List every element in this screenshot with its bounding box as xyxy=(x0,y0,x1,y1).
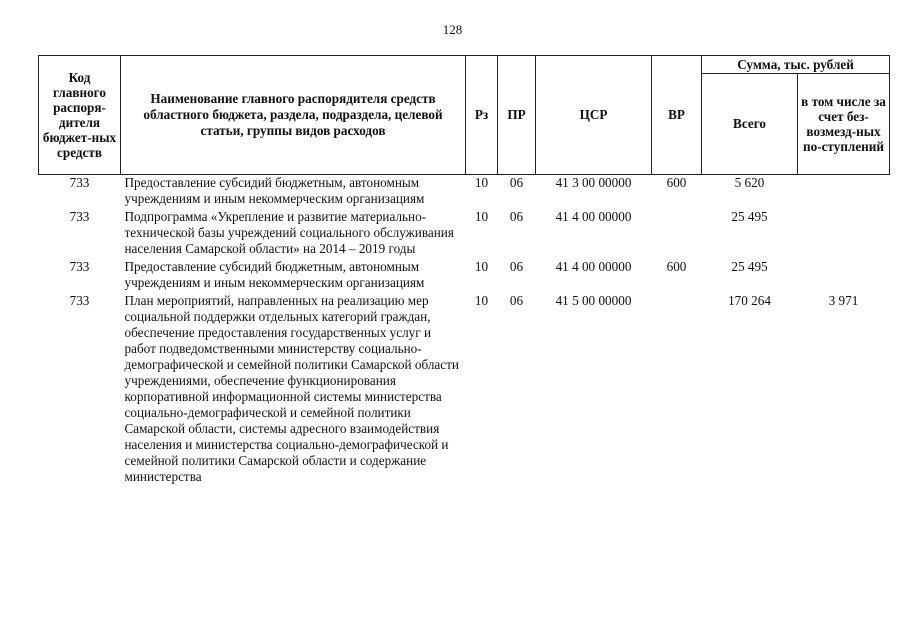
row-name: Предоставление субсидий бюджетным, автономным учреждениям и иным некоммерческим организациям xyxy=(124,175,425,206)
row-rz: 10 xyxy=(474,293,489,308)
row-csr: 41 4 00 00000 xyxy=(555,259,632,274)
row-name: Предоставление субсидий бюджетным, автономным учреждениям и иным некоммерческим организациям xyxy=(124,259,425,290)
header-total: Всего xyxy=(702,74,798,175)
budget-table xyxy=(38,55,890,487)
header-vr: ВР xyxy=(652,56,702,175)
table-row xyxy=(39,175,890,210)
row-csr: 41 5 00 00000 xyxy=(555,293,632,308)
row-code: 733 xyxy=(69,175,90,190)
header-name: Наименование главного распорядителя средств областного бюджета, раздела, подраздела, целевой статьи, группы видов расходов xyxy=(121,56,466,175)
row-name: Подпрограмма «Укрепление и развитие материально-технической базы учреждений социального обслуживания населения Самарской области» на 2014 – 2019 годы xyxy=(124,209,454,256)
header-sum: Сумма, тыс. рублей xyxy=(702,56,890,74)
row-incl: 3 971 xyxy=(828,293,859,308)
row-pr: 06 xyxy=(509,175,524,190)
row-rz: 10 xyxy=(474,259,489,274)
row-code: 733 xyxy=(69,209,90,224)
header-csr: ЦСР xyxy=(536,56,652,175)
row-incl xyxy=(798,259,890,293)
table-row xyxy=(39,259,890,293)
row-code: 733 xyxy=(69,293,90,308)
table-row xyxy=(39,209,890,259)
row-csr: 41 4 00 00000 xyxy=(555,209,632,224)
row-vr xyxy=(652,293,702,487)
row-incl xyxy=(798,175,890,210)
header-code: Код главного распоря-дителя бюджет-ных средств xyxy=(39,56,121,175)
row-total: 170 264 xyxy=(728,293,771,308)
header-rz: Рз xyxy=(466,56,498,175)
page-number: 128 xyxy=(442,22,463,37)
row-rz: 10 xyxy=(474,175,489,190)
table-header xyxy=(39,56,890,175)
row-pr: 06 xyxy=(509,293,524,308)
row-pr: 06 xyxy=(509,209,524,224)
row-rz: 10 xyxy=(474,209,489,224)
row-vr: 600 xyxy=(666,259,687,274)
table-row xyxy=(39,293,890,487)
row-incl xyxy=(798,209,890,259)
row-code: 733 xyxy=(69,259,90,274)
header-pr: ПР xyxy=(498,56,536,175)
row-total: 25 495 xyxy=(731,259,768,274)
row-name: План мероприятий, направленных на реализацию мер социальной поддержки отдельных категорий граждан, обеспечение предоставления государственных услуг и работ подведомственными министерству социально-демографической и семейной политики Самарской области учреждениями, обеспечение функционирования корпоративной информационной системы министерства социально-демографической и семейной политики Самарской области, системы адресного взаимодействия населения и министерства социально-демографической и семейной политики Самарской области и содержание министерства xyxy=(124,293,459,484)
row-csr: 41 3 00 00000 xyxy=(555,175,632,190)
table-body xyxy=(39,175,890,488)
row-pr: 06 xyxy=(509,259,524,274)
row-total: 25 495 xyxy=(731,209,768,224)
row-total: 5 620 xyxy=(734,175,765,190)
row-vr xyxy=(652,209,702,259)
row-vr: 600 xyxy=(666,175,687,190)
header-incl: в том числе за счет без-возмезд-ных по-ступлений xyxy=(798,74,890,175)
